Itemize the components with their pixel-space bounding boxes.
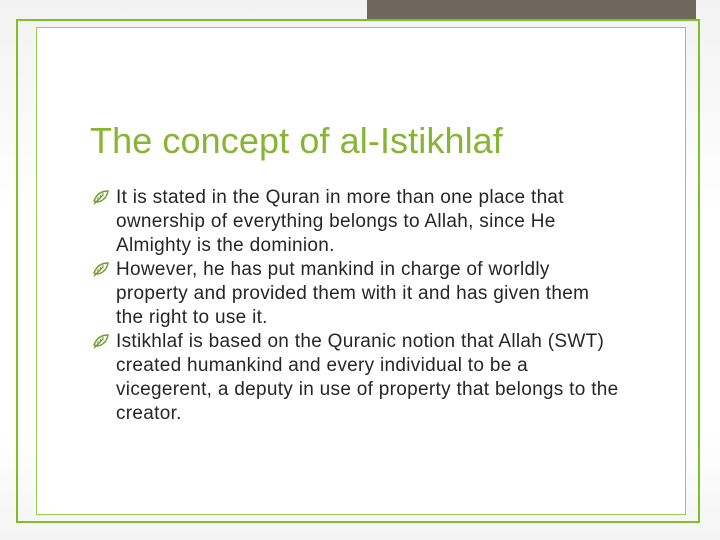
- leaf-bullet-icon: [92, 188, 110, 206]
- header-accent-bar: [367, 0, 696, 19]
- leaf-bullet-icon: [92, 332, 110, 350]
- bullet-item: [92, 330, 622, 426]
- leaf-bullet-icon: [92, 260, 110, 278]
- bullet-item: [92, 258, 622, 330]
- bullet-text: Istikhlaf is based on the Quranic notion that Allah (SWT) created humankind and every individual to be a vicegerent, a deputy in use of property that belongs to the creator.: [116, 331, 619, 424]
- bullet-item: [92, 186, 622, 258]
- bullet-text: However, he has put mankind in charge of worldly property and provided them with it and has given them the right to use it.: [116, 259, 590, 328]
- slide-title: The concept of al-Istikhlaf: [90, 120, 503, 161]
- bullet-text: It is stated in the Quran in more than one place that ownership of everything belongs to Allah, since He Almighty is the dominion.: [116, 187, 564, 256]
- bullet-list: [92, 186, 622, 426]
